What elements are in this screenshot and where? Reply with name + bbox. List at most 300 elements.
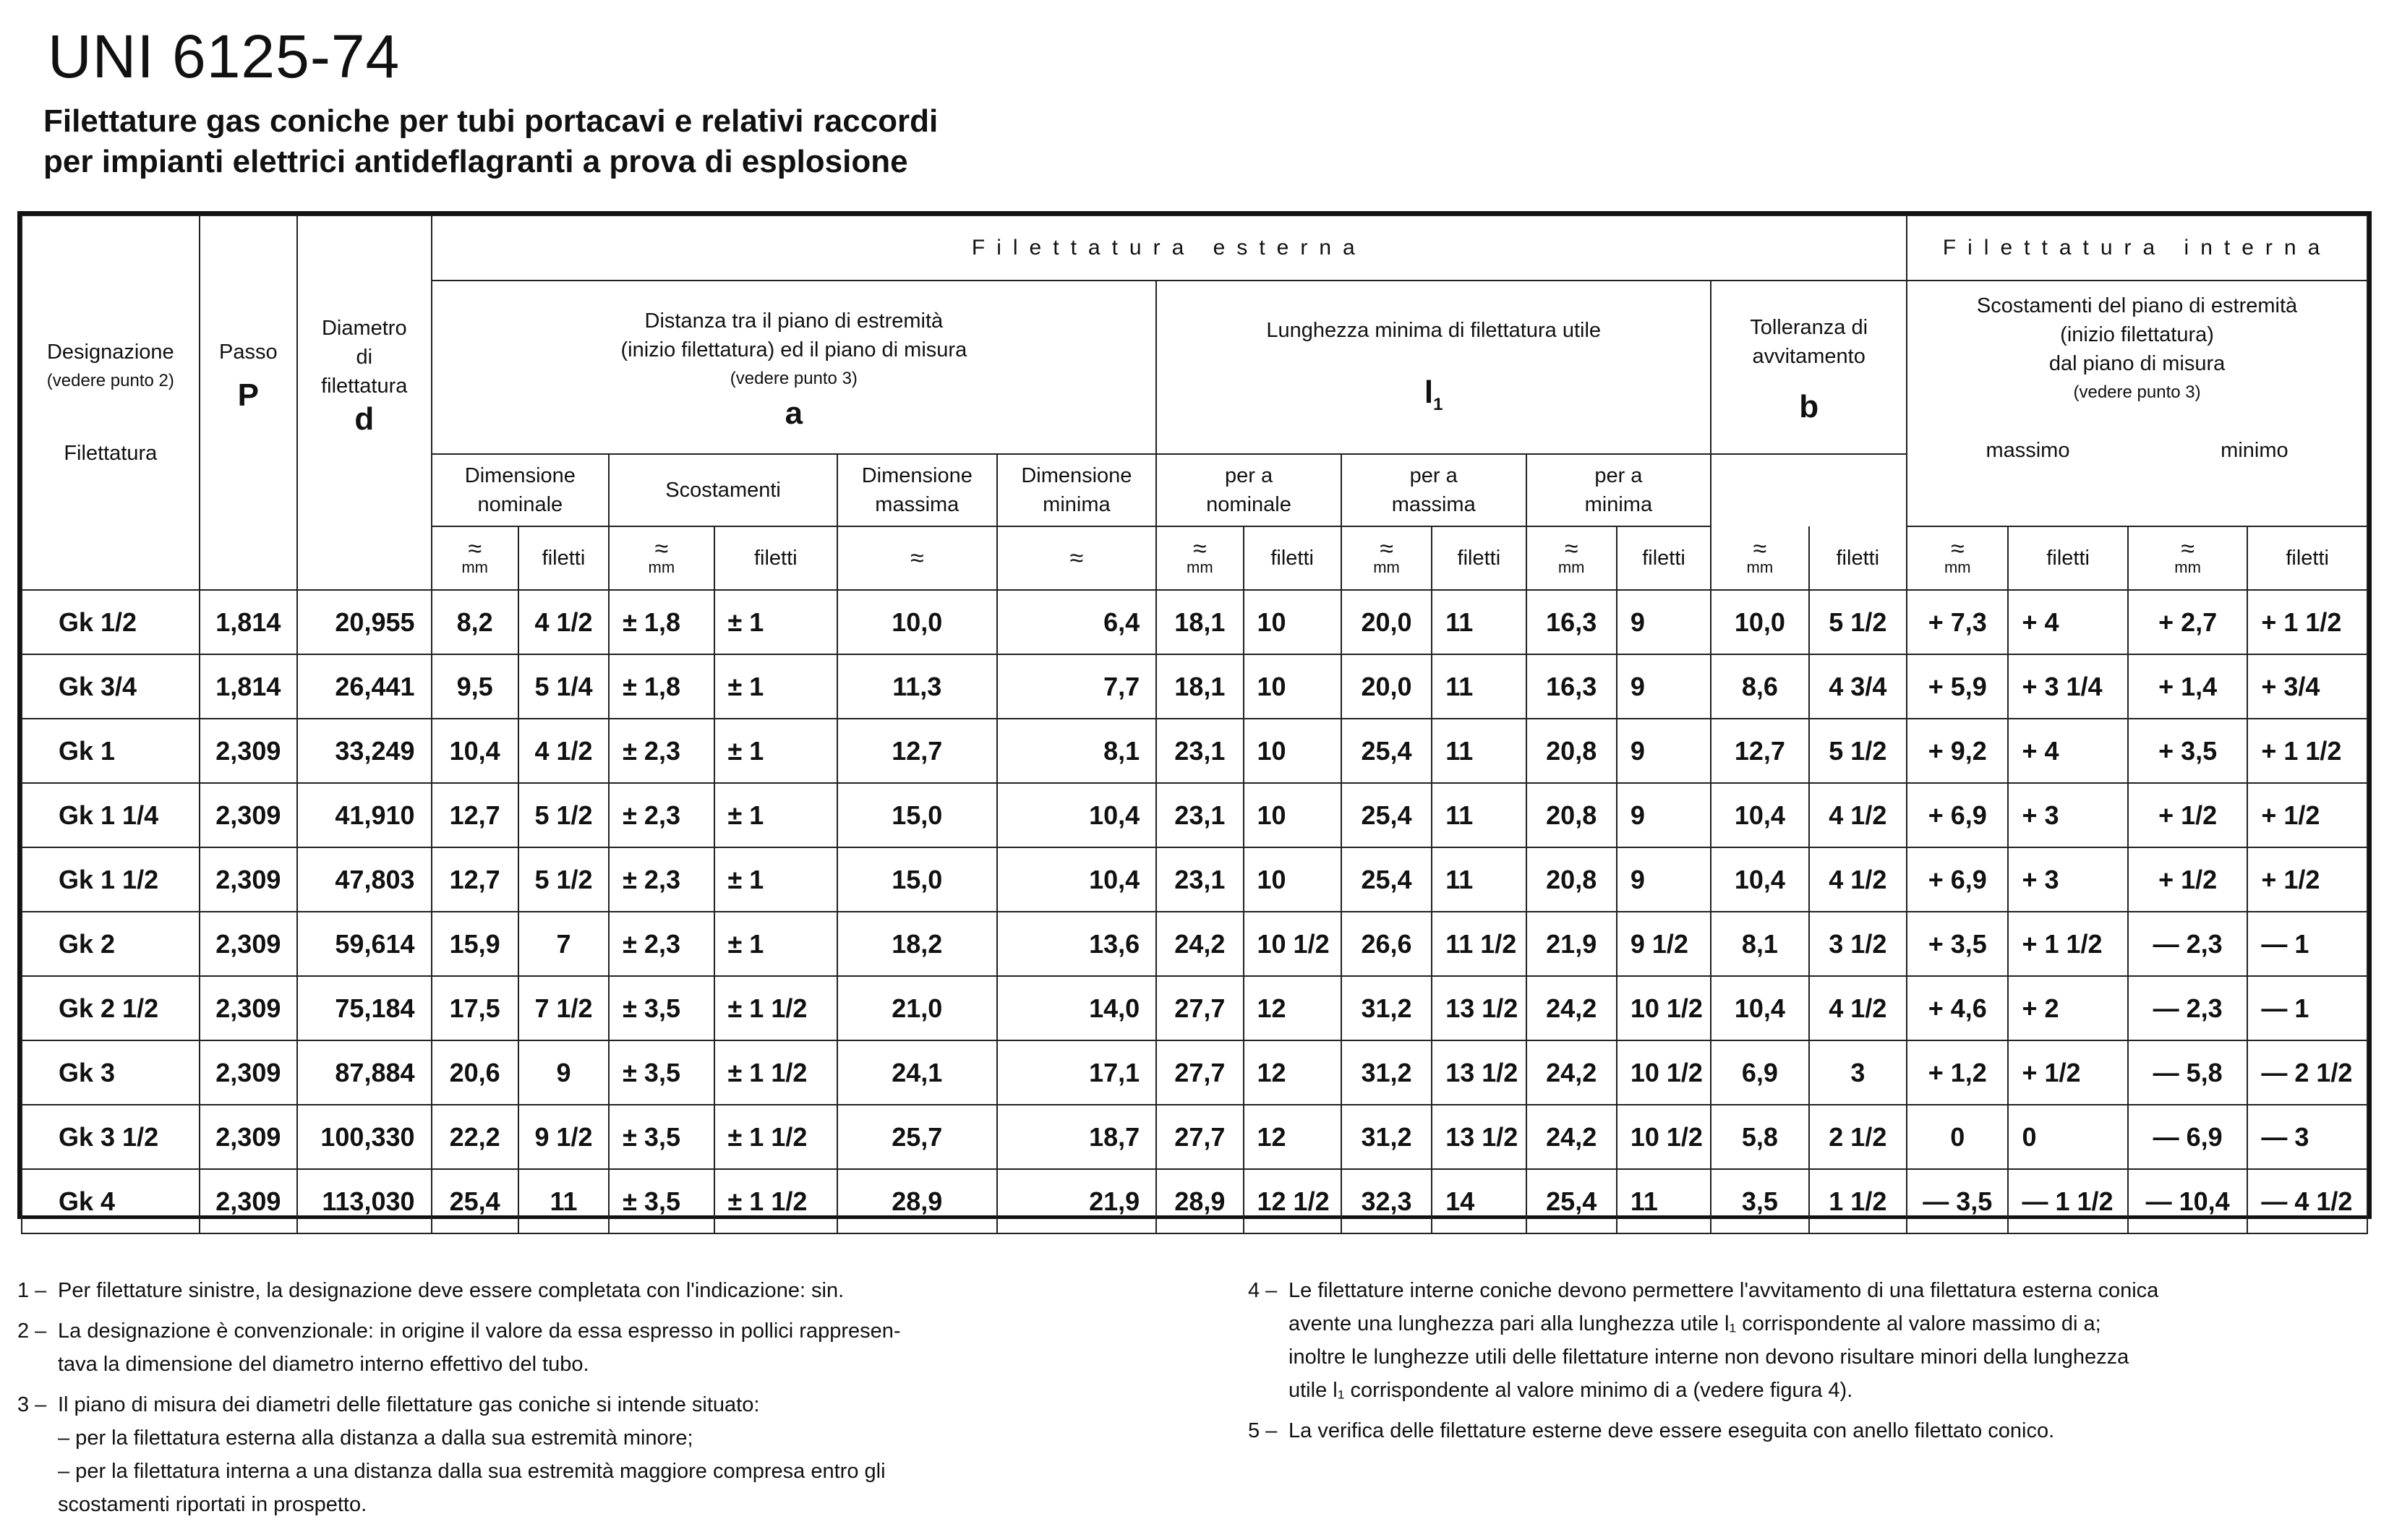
unit-mm: ≈ mm — [1156, 526, 1243, 590]
diametro-label-3: filettatura — [321, 375, 408, 398]
table-cell: — 10,4 — [2128, 1169, 2247, 1233]
table-cell: 32,3 — [1341, 1169, 1432, 1233]
table-cell: 25,4 — [432, 1169, 518, 1233]
table-cell: 10 — [1244, 847, 1341, 912]
massimo-label: massimo — [1986, 439, 2070, 462]
note-line: La verifica delle filettature esterne deve essere eseguita con anello filettato conico. — [1288, 1419, 2055, 1442]
table-cell: 4 1/2 — [1809, 783, 1907, 847]
table-cell: 18,1 — [1156, 654, 1243, 719]
table-cell: 113,030 — [297, 1169, 432, 1233]
table-cell: 1,814 — [200, 654, 297, 719]
table-cell: 23,1 — [1156, 783, 1243, 847]
passo-label: Passo — [219, 341, 278, 364]
note-number: 3 – — [17, 1393, 47, 1416]
note-line: tava la dimensione del diametro interno effettivo del tubo. — [58, 1353, 589, 1376]
table-cell: + 3,5 — [1907, 912, 2008, 976]
table-cell: 8,1 — [1711, 912, 1808, 976]
table-body — [22, 590, 2367, 1233]
table-cell: 4 1/2 — [1809, 847, 1907, 912]
table-cell: ± 1 1/2 — [714, 1105, 837, 1169]
table-cell: 0 — [2008, 1105, 2127, 1169]
notes-left — [17, 1274, 1189, 1528]
per-nominale-header: per a nominale — [1156, 454, 1341, 526]
table-cell: + 1/2 — [2247, 783, 2367, 847]
table-cell: 26,6 — [1341, 912, 1432, 976]
table-cell: + 6,9 — [1907, 783, 2008, 847]
table-cell: 21,9 — [997, 1169, 1157, 1233]
note-line: Per filettature sinistre, la designazione deve essere completata con l'indicazione: sin. — [58, 1279, 845, 1302]
table-cell: 12,7 — [1711, 719, 1808, 783]
table-cell: 2,309 — [200, 719, 297, 783]
table-cell: 2,309 — [200, 1169, 297, 1233]
table-cell: 24,2 — [1526, 1040, 1617, 1105]
table-cell: 28,9 — [1156, 1169, 1243, 1233]
table-cell: 7,7 — [997, 654, 1157, 719]
table-cell: 3,5 — [1711, 1169, 1808, 1233]
table-cell: + 1 1/2 — [2247, 590, 2367, 654]
table-cell: ± 3,5 — [609, 976, 714, 1040]
designation-cell: Gk 4 — [22, 1169, 200, 1233]
table-cell: ± 2,3 — [609, 783, 714, 847]
table-cell: 5 1/2 — [1809, 590, 1907, 654]
table-cell: 11 — [1617, 1169, 1711, 1233]
unit-filetti: filetti — [1244, 526, 1341, 590]
table-cell: 5 1/2 — [518, 847, 609, 912]
note-item — [17, 1314, 1189, 1381]
table-row — [22, 1105, 2367, 1169]
table-cell: + 3/4 — [2247, 654, 2367, 719]
note-item — [17, 1388, 1189, 1521]
table-cell: 24,2 — [1156, 912, 1243, 976]
table-row — [22, 783, 2367, 847]
table-cell: 11 — [1432, 719, 1526, 783]
table-cell: — 4 1/2 — [2247, 1169, 2367, 1233]
table-cell: 1 1/2 — [1809, 1169, 1907, 1233]
diametro-label-1: Diametro — [321, 317, 407, 340]
table-cell: ± 3,5 — [609, 1169, 714, 1233]
note-item — [17, 1274, 1189, 1307]
table-cell: + 1/2 — [2008, 1040, 2127, 1105]
table-cell: 2,309 — [200, 1105, 297, 1169]
distanza-header — [432, 281, 1157, 454]
designation-cell: Gk 2 1/2 — [22, 976, 200, 1040]
note-line: – per la filettatura interna a una distanza dalla sua estremità maggiore compresa entro gli — [58, 1460, 886, 1483]
table-cell: 6,4 — [997, 590, 1157, 654]
table-cell: 25,4 — [1341, 783, 1432, 847]
table-cell: 11 — [1432, 783, 1526, 847]
lunghezza-header — [1156, 281, 1711, 454]
table-cell: 12 — [1244, 976, 1341, 1040]
scostamenti-int-header — [1907, 281, 2367, 526]
table-cell: 18,1 — [1156, 590, 1243, 654]
passo-symbol: P — [237, 377, 260, 413]
distanza-label-1: Distanza tra il piano di estremità — [644, 309, 944, 333]
table-cell: 23,1 — [1156, 719, 1243, 783]
note-line: utile l₁ corrispondente al valore minimo di a (vedere figura 4). — [1288, 1379, 1853, 1402]
table-row — [22, 654, 2367, 719]
table-cell: + 9,2 — [1907, 719, 2008, 783]
table-cell: 7 — [518, 912, 609, 976]
table-cell: 59,614 — [297, 912, 432, 976]
table-cell: 2,309 — [200, 783, 297, 847]
table-cell: + 1/2 — [2128, 783, 2247, 847]
unit-mm: ≈ mm — [1526, 526, 1617, 590]
table-cell: 15,0 — [837, 783, 997, 847]
table-cell: — 3 — [2247, 1105, 2367, 1169]
thread-table — [21, 215, 2368, 1234]
table-cell: + 4 — [2008, 590, 2127, 654]
table-cell: 10,4 — [1711, 847, 1808, 912]
designazione-note: (vedere punto 2) — [46, 371, 174, 390]
table-cell: ± 2,3 — [609, 719, 714, 783]
diametro-header — [297, 215, 432, 590]
notes-right — [1248, 1274, 2376, 1455]
dim-nominale-header: Dimensione nominale — [432, 454, 610, 526]
table-cell: 9 — [1617, 783, 1711, 847]
table-row — [22, 976, 2367, 1040]
note-text — [58, 1388, 1189, 1521]
table-cell: 25,4 — [1526, 1169, 1617, 1233]
table-cell: 12,7 — [432, 847, 518, 912]
table-cell: — 1 — [2247, 912, 2367, 976]
note-line: Le filettature interne coniche devono permettere l'avvitamento di una filettatura esterna conica — [1288, 1279, 2159, 1302]
note-number: 2 – — [17, 1319, 47, 1343]
table-cell: 20,6 — [432, 1040, 518, 1105]
subtitle — [43, 101, 938, 182]
table-cell: 10 — [1244, 654, 1341, 719]
table-cell: 31,2 — [1341, 1105, 1432, 1169]
table-cell: 2 1/2 — [1809, 1105, 1907, 1169]
table-cell: 15,9 — [432, 912, 518, 976]
table-cell: 10,4 — [1711, 783, 1808, 847]
table-cell: 9 — [1617, 719, 1711, 783]
table-cell: 11 — [1432, 847, 1526, 912]
table-cell: 9 — [518, 1040, 609, 1105]
note-line: scostamenti riportati in prospetto. — [58, 1493, 367, 1516]
tolleranza-spacer — [1711, 454, 1907, 526]
table-cell: ± 1 1/2 — [714, 976, 837, 1040]
table-cell: 7 1/2 — [518, 976, 609, 1040]
lunghezza-label: Lunghezza minima di filettatura utile — [1266, 318, 1602, 342]
designation-cell: Gk 3/4 — [22, 654, 200, 719]
table-cell: 11 — [518, 1169, 609, 1233]
table-cell: 16,3 — [1526, 654, 1617, 719]
note-line: inoltre le lunghezze utili delle filettature interne non devono risultare minori della lunghezza — [1288, 1346, 2129, 1369]
table-cell: + 7,3 — [1907, 590, 2008, 654]
designation-cell: Gk 1/2 — [22, 590, 200, 654]
table-cell: 6,9 — [1711, 1040, 1808, 1105]
table-cell: 11 — [1432, 590, 1526, 654]
dim-massima-header: Dimensione massima — [837, 454, 997, 526]
note-text — [1288, 1414, 2376, 1447]
unit-filetti: filetti — [518, 526, 609, 590]
table-cell: 18,7 — [997, 1105, 1157, 1169]
table-cell: + 1,4 — [2128, 654, 2247, 719]
table-cell: 9 — [1617, 654, 1711, 719]
table-cell: 22,2 — [432, 1105, 518, 1169]
table-cell: 13 1/2 — [1432, 1040, 1526, 1105]
table-row — [22, 847, 2367, 912]
distanza-symbol: a — [785, 395, 803, 431]
filettatura-label: Filettatura — [64, 442, 158, 465]
subtitle-line-1: Filettature gas coniche per tubi portacavi e relativi raccordi — [43, 103, 939, 139]
table-cell: 2,309 — [200, 912, 297, 976]
designation-cell: Gk 3 — [22, 1040, 200, 1105]
table-cell: 11,3 — [837, 654, 997, 719]
table-cell: 87,884 — [297, 1040, 432, 1105]
table-cell: 10,0 — [1711, 590, 1808, 654]
table-cell: 20,8 — [1526, 783, 1617, 847]
note-number: 5 – — [1248, 1419, 1278, 1442]
note-line: – per la filettatura esterna alla distanza a dalla sua estremità minore; — [58, 1426, 693, 1450]
table-cell: — 2,3 — [2128, 912, 2247, 976]
table-cell: + 1 1/2 — [2008, 912, 2127, 976]
table-cell: 41,910 — [297, 783, 432, 847]
unit-mm: ≈ mm — [2128, 526, 2247, 590]
table-cell: 24,2 — [1526, 1105, 1617, 1169]
tolleranza-header — [1711, 281, 1907, 454]
table-cell: 15,0 — [837, 847, 997, 912]
table-cell: 20,955 — [297, 590, 432, 654]
table-cell: 0 — [1907, 1105, 2008, 1169]
table-cell: ± 1 — [714, 912, 837, 976]
designation-cell: Gk 2 — [22, 912, 200, 976]
table-cell: 20,0 — [1341, 654, 1432, 719]
unit-mm: ≈ mm — [1341, 526, 1432, 590]
scostamenti-int-note: (vedere punto 3) — [2073, 382, 2201, 402]
table-cell: 10 1/2 — [1617, 1105, 1711, 1169]
table-cell: 2,309 — [200, 976, 297, 1040]
table-cell: + 4,6 — [1907, 976, 2008, 1040]
table-cell: 2,309 — [200, 847, 297, 912]
table-cell: 1,814 — [200, 590, 297, 654]
table-cell: ± 1 — [714, 654, 837, 719]
table-cell: + 6,9 — [1907, 847, 2008, 912]
table-cell: 5 1/2 — [518, 783, 609, 847]
table-cell: 8,1 — [997, 719, 1157, 783]
note-text — [1288, 1274, 2376, 1407]
unit-filetti: filetti — [1809, 526, 1907, 590]
note-text — [58, 1274, 1189, 1307]
table-cell: + 1,2 — [1907, 1040, 2008, 1105]
lunghezza-symbol: $l_1$ — [1424, 374, 1443, 414]
table-cell: 12 1/2 — [1244, 1169, 1341, 1233]
table-cell: 27,7 — [1156, 1105, 1243, 1169]
table-cell: 12,7 — [837, 719, 997, 783]
table-cell: 5 1/2 — [1809, 719, 1907, 783]
table-row — [22, 719, 2367, 783]
table-cell: 2,309 — [200, 1040, 297, 1105]
table-cell: 28,9 — [837, 1169, 997, 1233]
table-cell: 5,8 — [1711, 1105, 1808, 1169]
note-line: Il piano di misura dei diametri delle filettature gas coniche si intende situato: — [58, 1393, 760, 1416]
note-line: avente una lunghezza pari alla lunghezza utile l₁ corrispondente al valore massimo di a; — [1288, 1312, 2101, 1335]
unit-filetti: filetti — [1432, 526, 1526, 590]
table-cell: 10,4 — [1711, 976, 1808, 1040]
table-cell: 13 1/2 — [1432, 976, 1526, 1040]
table-cell: ± 1 1/2 — [714, 1169, 837, 1233]
table-cell: + 1 1/2 — [2247, 719, 2367, 783]
table-cell: ± 1 — [714, 847, 837, 912]
table-cell: 10,4 — [997, 847, 1157, 912]
table-cell: 8,6 — [1711, 654, 1808, 719]
scostamenti-int-label-1: Scostamenti del piano di estremità — [1976, 294, 2298, 317]
table-cell: 10,4 — [432, 719, 518, 783]
table-cell: ± 2,3 — [609, 912, 714, 976]
per-massima-header: per a massima — [1341, 454, 1526, 526]
table-cell: — 2 1/2 — [2247, 1040, 2367, 1105]
table-cell: 12,7 — [432, 783, 518, 847]
table-cell: 25,4 — [1341, 719, 1432, 783]
tolleranza-label-1: Tolleranza di — [1750, 316, 1868, 339]
table-cell: 31,2 — [1341, 976, 1432, 1040]
table-cell: 9 — [1617, 590, 1711, 654]
table-cell: 17,1 — [997, 1040, 1157, 1105]
unit-mm: ≈ mm — [1711, 526, 1808, 590]
note-number: 1 – — [17, 1279, 47, 1302]
table-cell: + 3,5 — [2128, 719, 2247, 783]
table-cell: 8,2 — [432, 590, 518, 654]
table-cell: 31,2 — [1341, 1040, 1432, 1105]
table-cell: 4 1/2 — [518, 590, 609, 654]
table-row — [22, 912, 2367, 976]
table-cell: 9,5 — [432, 654, 518, 719]
per-minima-header: per a minima — [1526, 454, 1711, 526]
table-cell: 25,7 — [837, 1105, 997, 1169]
tolleranza-label-2: avvitamento — [1752, 345, 1866, 368]
table-cell: + 5,9 — [1907, 654, 2008, 719]
unit-approx: ≈ — [837, 526, 997, 590]
scostamenti-int-label-2: (inizio filettatura) — [2060, 323, 2214, 346]
distanza-label-2: (inizio filettatura) ed il piano di misura — [620, 338, 967, 362]
table-cell: 11 — [1432, 654, 1526, 719]
table-cell: — 5,8 — [2128, 1040, 2247, 1105]
table-cell: + 3 — [2008, 847, 2127, 912]
table-cell: ± 1 — [714, 783, 837, 847]
unit-filetti: filetti — [2008, 526, 2127, 590]
table-cell: 10,4 — [997, 783, 1157, 847]
table-cell: ± 1,8 — [609, 654, 714, 719]
table-cell: — 3,5 — [1907, 1169, 2008, 1233]
unit-filetti: filetti — [1617, 526, 1711, 590]
table-cell: ± 1 — [714, 719, 837, 783]
unit-approx: ≈ — [997, 526, 1157, 590]
table-cell: 75,184 — [297, 976, 432, 1040]
table-cell: — 6,9 — [2128, 1105, 2247, 1169]
designazione-header — [22, 215, 200, 590]
table-cell: 12 — [1244, 1105, 1341, 1169]
table-cell: 4 1/2 — [1809, 976, 1907, 1040]
note-item — [1248, 1414, 2376, 1447]
table-cell: 9 1/2 — [1617, 912, 1711, 976]
tolleranza-symbol: b — [1799, 389, 1819, 424]
unit-mm: ≈ mm — [432, 526, 518, 590]
esterna-header: Filettatura esterna — [432, 215, 1907, 281]
table-cell: 10 1/2 — [1244, 912, 1341, 976]
designation-cell: Gk 3 1/2 — [22, 1105, 200, 1169]
minimo-label: minimo — [2221, 439, 2288, 462]
diametro-symbol: d — [354, 401, 375, 437]
table-cell: 21,9 — [1526, 912, 1617, 976]
table-cell: 14 — [1432, 1169, 1526, 1233]
note-item — [1248, 1274, 2376, 1407]
table-cell: 13 1/2 — [1432, 1105, 1526, 1169]
table-cell: 27,7 — [1156, 1040, 1243, 1105]
table-cell: 33,249 — [297, 719, 432, 783]
table-cell: + 3 — [2008, 783, 2127, 847]
table-cell: 9 — [1617, 847, 1711, 912]
thread-table-frame — [17, 211, 2372, 1219]
note-line: La designazione è convenzionale: in origine il valore da essa espresso in pollici rappresen- — [58, 1319, 901, 1343]
designation-cell: Gk 1 1/2 — [22, 847, 200, 912]
table-cell: 10 — [1244, 719, 1341, 783]
unit-filetti: filetti — [2247, 526, 2367, 590]
table-row — [22, 1040, 2367, 1105]
table-cell: 10 — [1244, 783, 1341, 847]
table-cell: ± 1 1/2 — [714, 1040, 837, 1105]
designation-cell: Gk 1 1/4 — [22, 783, 200, 847]
scostamenti-int-label-3: dal piano di misura — [2048, 352, 2226, 375]
table-row — [22, 1169, 2367, 1233]
page-title: UNI 6125-74 — [48, 22, 401, 90]
table-cell: 24,2 — [1526, 976, 1617, 1040]
table-cell: 5 1/4 — [518, 654, 609, 719]
table-cell: 20,0 — [1341, 590, 1432, 654]
subtitle-line-2: per impianti elettrici antideflagranti a prova di esplosione — [43, 144, 908, 179]
note-number: 4 – — [1248, 1279, 1278, 1302]
table-cell: 10 1/2 — [1617, 1040, 1711, 1105]
table-cell: 26,441 — [297, 654, 432, 719]
scostamenti-header: Scostamenti — [609, 454, 837, 526]
table-cell: 10 — [1244, 590, 1341, 654]
table-cell: + 1/2 — [2247, 847, 2367, 912]
table-cell: 21,0 — [837, 976, 997, 1040]
table-cell: ± 1 — [714, 590, 837, 654]
table-cell: ± 1,8 — [609, 590, 714, 654]
distanza-note: (vedere punto 3) — [730, 369, 858, 388]
interna-header: Filettatura interna — [1907, 215, 2367, 281]
table-cell: 18,2 — [837, 912, 997, 976]
table-cell: 27,7 — [1156, 976, 1243, 1040]
table-cell: 3 — [1809, 1040, 1907, 1105]
table-cell: 4 1/2 — [518, 719, 609, 783]
table-cell: 100,330 — [297, 1105, 432, 1169]
passo-header — [200, 215, 297, 590]
table-cell: 24,1 — [837, 1040, 997, 1105]
table-cell: — 1 1/2 — [2008, 1169, 2127, 1233]
dim-minima-header: Dimensione minima — [997, 454, 1157, 526]
table-cell: 23,1 — [1156, 847, 1243, 912]
diametro-label-2: di — [356, 346, 373, 369]
unit-filetti: filetti — [714, 526, 837, 590]
unit-mm: ≈ mm — [609, 526, 714, 590]
table-row — [22, 590, 2367, 654]
table-cell: 16,3 — [1526, 590, 1617, 654]
table-cell: 3 1/2 — [1809, 912, 1907, 976]
table-cell: + 3 1/4 — [2008, 654, 2127, 719]
table-cell: 13,6 — [997, 912, 1157, 976]
designation-cell: Gk 1 — [22, 719, 200, 783]
table-cell: + 2 — [2008, 976, 2127, 1040]
table-cell: + 4 — [2008, 719, 2127, 783]
table-cell: ± 2,3 — [609, 847, 714, 912]
unit-mm: ≈ mm — [1907, 526, 2008, 590]
table-cell: — 2,3 — [2128, 976, 2247, 1040]
table-cell: 11 1/2 — [1432, 912, 1526, 976]
table-cell: + 2,7 — [2128, 590, 2247, 654]
table-cell: 12 — [1244, 1040, 1341, 1105]
table-cell: 10,0 — [837, 590, 997, 654]
